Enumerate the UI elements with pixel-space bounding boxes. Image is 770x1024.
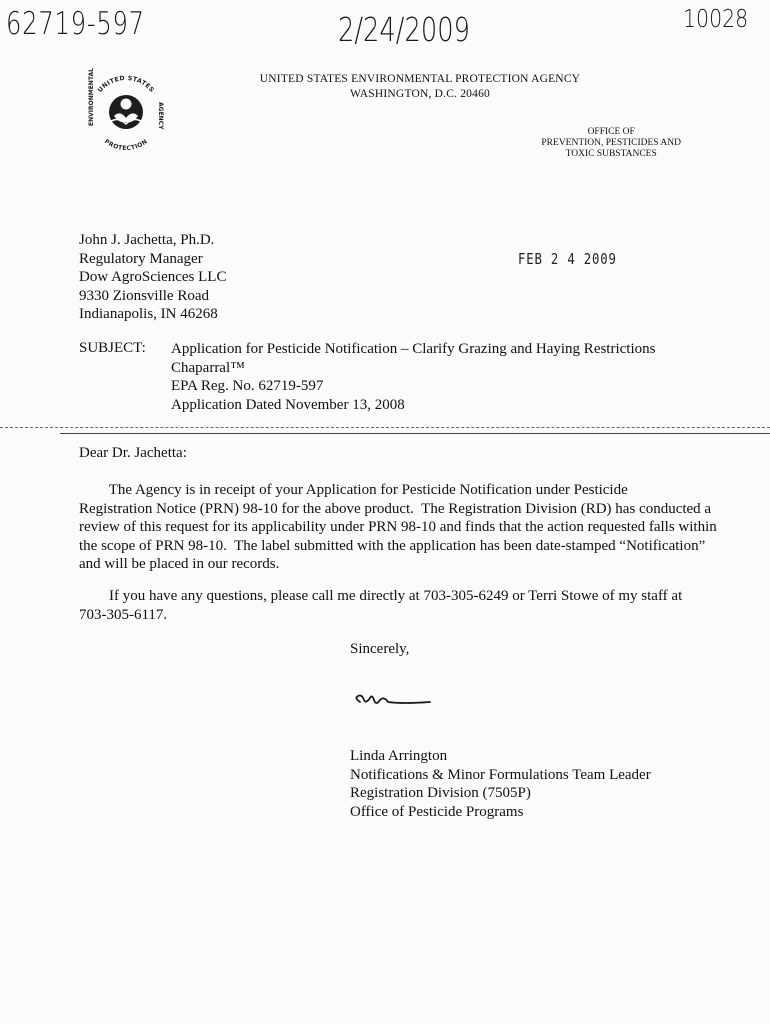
signer-title: Notifications & Minor Formulations Team Leader (350, 766, 651, 783)
seal-text-right: AGENCY (157, 102, 164, 130)
recipient-street: 9330 Zionsville Road (79, 287, 209, 304)
seal-text-left: ENVIRONMENTAL (88, 68, 95, 126)
seal-text-top: UNITED STATES (96, 74, 156, 94)
body-paragraph-1 (79, 481, 729, 574)
svg-text:PROTECTION (103, 138, 149, 152)
subject-block (171, 340, 655, 414)
handwritten-reg-number: 62719-597 (6, 6, 145, 42)
subject-reg-number: EPA Reg. No. 62719-597 (171, 378, 324, 394)
paragraph-line: Registration Notice (PRN) 98-10 for the above product. The Registration Division (RD) has conducted a (79, 500, 712, 517)
recipient-city: Indianapolis, IN 46268 (79, 306, 218, 323)
paragraph-line: If you have any questions, please call me directly at 703-305-6249 or Terri Stowe of my staff at (79, 588, 683, 604)
seal-text-bottom: PROTECTION (102, 138, 150, 153)
divider-dashed (0, 427, 770, 428)
handwritten-date: 2/24/2009 (338, 10, 470, 49)
subject-product: Chaparral™ (171, 359, 245, 376)
handwritten-file-number: 10028 (683, 4, 749, 33)
subject-label: SUBJECT: (79, 340, 146, 356)
recipient-name: John J. Jachetta, Ph.D. (79, 232, 215, 248)
signature-block (350, 747, 651, 821)
signer-name: Linda Arrington (350, 748, 448, 764)
paragraph-line: review of this request for its applicability under PRN 98-10 and finds that the action requested falls within (79, 519, 717, 536)
body-paragraph-2 (79, 587, 729, 624)
salutation: Dear Dr. Jachetta: (79, 445, 187, 461)
agency-location: WASHINGTON, D.C. 20460 (350, 88, 490, 100)
office-line-3: TOXIC SUBSTANCES (565, 149, 657, 159)
divider-solid (60, 433, 770, 434)
recipient-address (79, 231, 226, 324)
office-block (541, 127, 681, 160)
office-line-1: OFFICE OF (587, 127, 635, 137)
signer-office: Office of Pesticide Programs (350, 803, 524, 820)
paragraph-line: The Agency is in receipt of your Application for Pesticide Notification under Pesticide (79, 482, 628, 498)
paragraph-line: 703-305-6117. (79, 606, 168, 623)
subject-line-1: Application for Pesticide Notification – Clarify Grazing and Haying Restrictions (171, 341, 656, 357)
closing: Sincerely, (350, 641, 410, 657)
agency-name: UNITED STATES ENVIRONMENTAL PROTECTION AGENCY (259, 73, 581, 85)
date-stamp: FEB 2 4 2009 (518, 250, 617, 268)
paragraph-line: the scope of PRN 98-10. The label submitted with the application has been date-stamped “Notification” (79, 537, 706, 554)
recipient-company: Dow AgroSciences LLC (79, 269, 227, 286)
subject-application-date: Application Dated November 13, 2008 (171, 396, 405, 413)
office-line-2: PREVENTION, PESTICIDES AND (541, 138, 681, 148)
handwritten-signature (352, 688, 432, 712)
signer-division: Registration Division (7505P) (350, 785, 531, 802)
paragraph-line: and will be placed in our records. (79, 556, 280, 573)
recipient-title: Regulatory Manager (79, 250, 203, 267)
